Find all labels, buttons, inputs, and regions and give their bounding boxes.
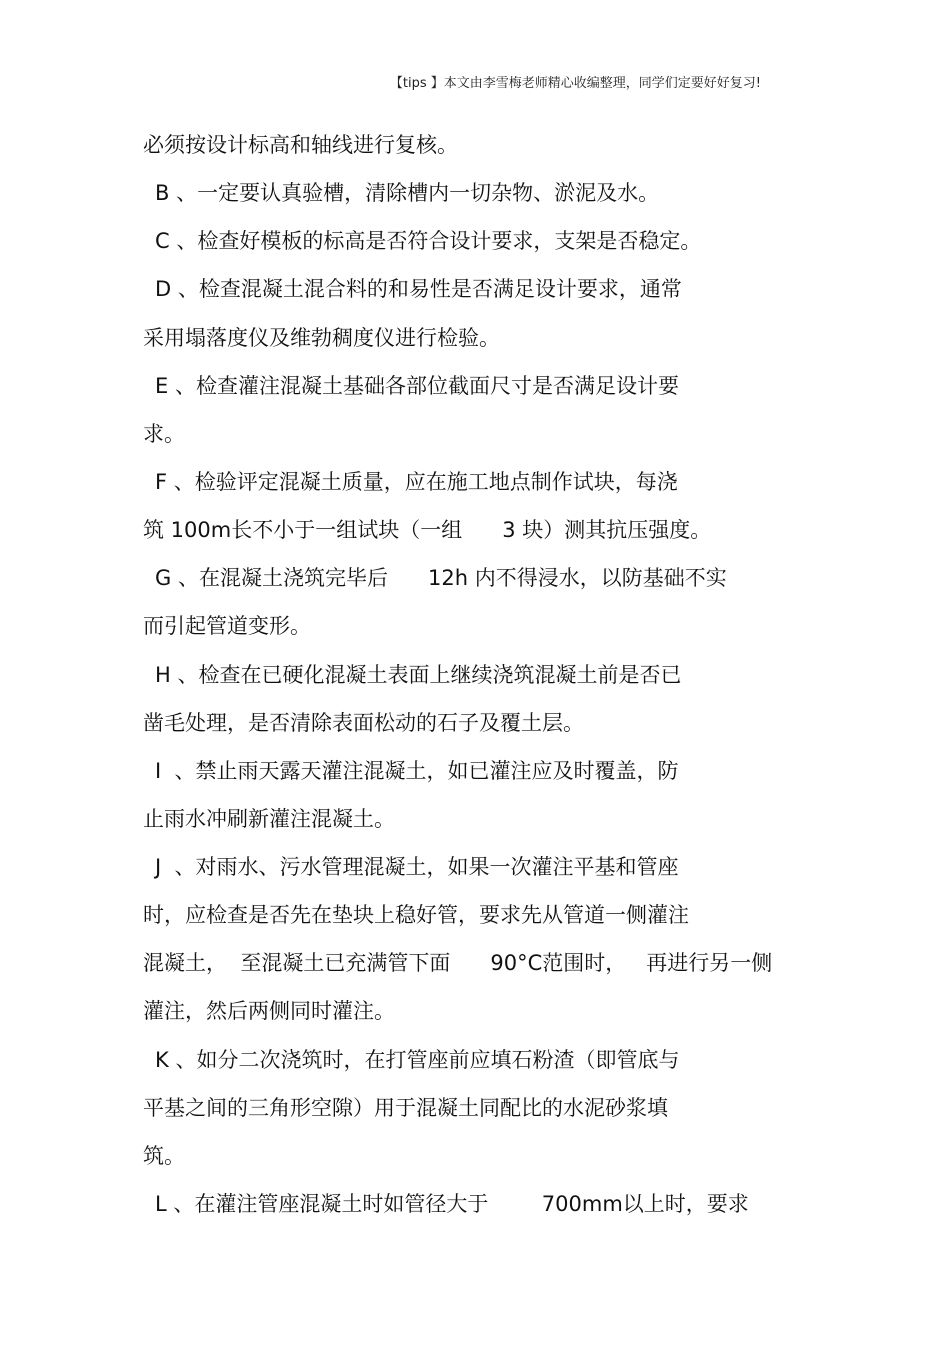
text-line: 筑 100m长不小于一组试块（一组 3 块）测其抗压强度。	[143, 518, 712, 542]
text-line: 混凝土， 至混凝土已充满管下面 90°C范围时， 再进行另一侧	[143, 951, 773, 975]
text-line: 时，应检查是否先在垫块上稳好管，要求先从管道一侧灌注	[143, 903, 689, 927]
list-item-e: E 、检查灌注混凝土基础各部位截面尺寸是否满足设计要	[155, 374, 679, 398]
page-header-note: 【tips 】本文由李雪梅老师精心收编整理，同学们定要好好复习!	[389, 76, 761, 91]
list-item-f: F 、检验评定混凝土质量，应在施工地点制作试块，每浇	[155, 470, 678, 494]
text-line: 灌注，然后两侧同时灌注。	[143, 999, 395, 1023]
text-line: 平基之间的三角形空隙）用于混凝土同配比的水泥砂浆填	[143, 1096, 668, 1120]
list-item-c: C 、检查好模板的标高是否符合设计要求，支架是否稳定。	[155, 229, 702, 253]
list-item-j: J 、对雨水、污水管理混凝土，如果一次灌注平基和管座	[155, 855, 679, 879]
text-line: 而引起管道变形。	[143, 614, 311, 638]
text-line: 凿毛处理，是否清除表面松动的石子及覆土层。	[143, 711, 584, 735]
text-line: 止雨水冲刷新灌注混凝土。	[143, 807, 395, 831]
list-item-l: L 、在灌注管座混凝土时如管径大于 700mm以上时，要求	[155, 1192, 749, 1216]
list-item-i: I 、禁止雨天露天灌注混凝土，如已灌注应及时覆盖，防	[155, 759, 679, 783]
list-item-d: D 、检查混凝土混合料的和易性是否满足设计要求，通常	[155, 277, 682, 301]
list-item-b: B 、一定要认真验槽，清除槽内一切杂物、淤泥及水。	[155, 181, 660, 205]
text-line: 筑。	[143, 1144, 185, 1168]
list-item-g: G 、在混凝土浇筑完毕后 12h 内不得浸水，以防基础不实	[155, 566, 727, 590]
list-item-h: H 、检查在已硬化混凝土表面上继续浇筑混凝土前是否已	[155, 663, 682, 687]
list-item-k: K 、如分二次浇筑时，在打管座前应填石粉渣（即管底与	[155, 1048, 680, 1072]
text-line: 采用塌落度仪及维勃稠度仪进行检验。	[143, 326, 500, 350]
text-line: 求。	[143, 422, 185, 446]
text-line: 必须按设计标高和轴线进行复核。	[143, 133, 458, 157]
